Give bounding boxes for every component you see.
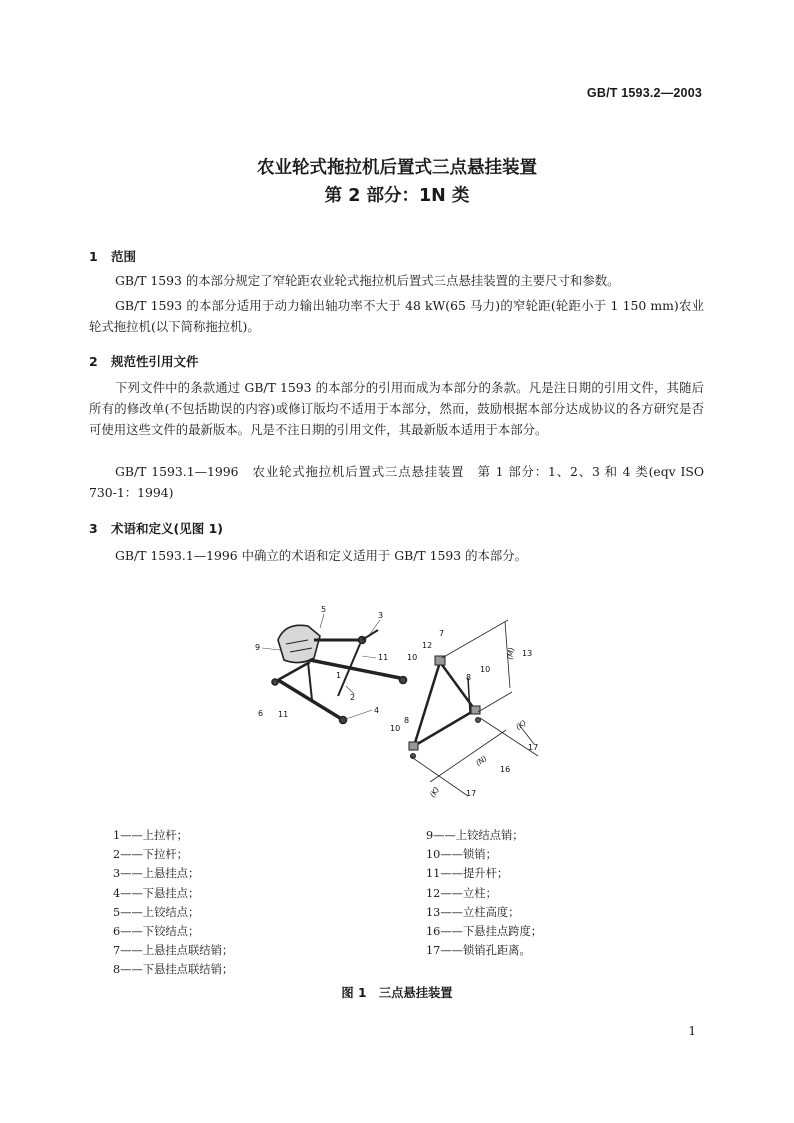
- callout-6: 6: [258, 709, 264, 718]
- dimension-k-right: (K): [513, 718, 528, 732]
- legend-item: 17——锁销孔距离。: [426, 944, 531, 958]
- callout-5: 5: [321, 605, 327, 614]
- legend-item: 4——下悬挂点；: [113, 886, 200, 900]
- three-point-hitch-figure: [250, 600, 550, 810]
- section-title: 范围: [111, 249, 137, 264]
- right-callout-labels: [390, 629, 538, 798]
- figure-legend-right: [426, 826, 706, 960]
- callout-10-left: 10: [390, 724, 401, 733]
- paragraph-scope-1: GB/T 1593 的本部分规定了窄轮距农业轮式拖拉机后置式三点悬挂装置的主要尺寸和参数。: [115, 273, 620, 288]
- section-heading-references: [89, 352, 199, 370]
- legend-item: 1——上拉杆；: [113, 829, 188, 842]
- callout-8-left: 8: [404, 716, 410, 725]
- callout-7: 7: [439, 629, 445, 638]
- callout-2: 2: [350, 693, 356, 702]
- left-callout-leaders: [262, 614, 380, 719]
- section-heading-terms: [89, 519, 223, 537]
- legend-item: 11——提升杆；: [426, 867, 509, 881]
- legend-item: 5——上铰结点；: [113, 905, 200, 919]
- section-number: 1: [89, 249, 98, 264]
- document-title-line1: 农业轮式拖拉机后置式三点悬挂装置: [257, 158, 537, 178]
- paragraph-references-1: 下列文件中的条款通过 GB/T 1593 的本部分的引用而成为本部分的条款。凡是注日期的引用文件，其随后所有的修改单(不包括勘误的内容)或修订版均不适用于本部分，然而，鼓励根据本部分达成协议的各方研究是否可使用这些文件的最新版本。凡是不注日期的引用文件，其最新版本适用于本部分。: [89, 380, 704, 437]
- section-number: 2: [89, 354, 98, 369]
- legend-item: 7——上悬挂点联结销；: [113, 944, 234, 958]
- section-title: 规范性引用文件: [111, 354, 199, 369]
- section-heading-scope: [89, 247, 136, 265]
- legend-item: 6——下铰结点；: [113, 925, 200, 939]
- legend-item: 13——立柱高度；: [426, 905, 520, 919]
- paragraph-references-2: GB/T 1593.1—1996 农业轮式拖拉机后置式三点悬挂装置 第 1 部分：1、2、3 和 4 类(eqv ISO 730-1：1994): [89, 464, 704, 500]
- legend-item: 10——锁销；: [426, 848, 497, 862]
- callout-17-right: 17: [528, 743, 539, 752]
- legend-item: 12——立柱；: [426, 886, 497, 900]
- paragraph-terms-1: GB/T 1593.1—1996 中确立的术语和定义适用于 GB/T 1593 的本部分。: [115, 548, 528, 563]
- callout-4: 4: [374, 706, 380, 715]
- section-number: 3: [89, 521, 98, 536]
- dimension-k-bottom: (K): [427, 785, 442, 799]
- callout-1: 1: [336, 671, 342, 680]
- callout-11-upper: 11: [378, 653, 389, 662]
- callout-3: 3: [378, 611, 384, 620]
- paragraph-scope-2: GB/T 1593 的本部分适用于动力输出轴功率不大于 48 kW(65 马力)的窄轮距(轮距小于 1 150 mm)农业轮式拖拉机(以下简称拖拉机)。: [89, 298, 704, 334]
- document-title-line2: 第 2 部分：1N 类: [324, 186, 470, 206]
- figure-caption: 图 1 三点悬挂装置: [341, 986, 453, 1000]
- legend-item: 8——下悬挂点联结销；: [113, 963, 234, 977]
- callout-17-bottom: 17: [466, 789, 477, 798]
- legend-item: 16——下悬挂点跨度；: [426, 925, 543, 939]
- section-title: 术语和定义(见图 1): [111, 521, 223, 536]
- callout-10-top: 10: [407, 653, 418, 662]
- standard-code: GB/T 1593.2—2003: [586, 86, 702, 100]
- legend-item: 2——下拉杆；: [113, 848, 188, 862]
- dimension-n: (N): [473, 753, 489, 768]
- callout-12: 12: [422, 641, 433, 650]
- legend-item: 9——上铰结点销；: [426, 829, 524, 842]
- dimension-m: (M): [505, 646, 517, 661]
- figure-legend-left: [113, 826, 393, 980]
- callout-16: 16: [500, 765, 511, 774]
- callout-13: 13: [522, 649, 533, 658]
- callout-10-right: 10: [480, 665, 491, 674]
- callout-11-lower: 11: [278, 710, 289, 719]
- legend-item: 3——上悬挂点；: [113, 867, 200, 881]
- callout-8-right: 8: [466, 673, 472, 682]
- callout-9: 9: [255, 643, 261, 652]
- page-number: 1: [688, 1024, 696, 1038]
